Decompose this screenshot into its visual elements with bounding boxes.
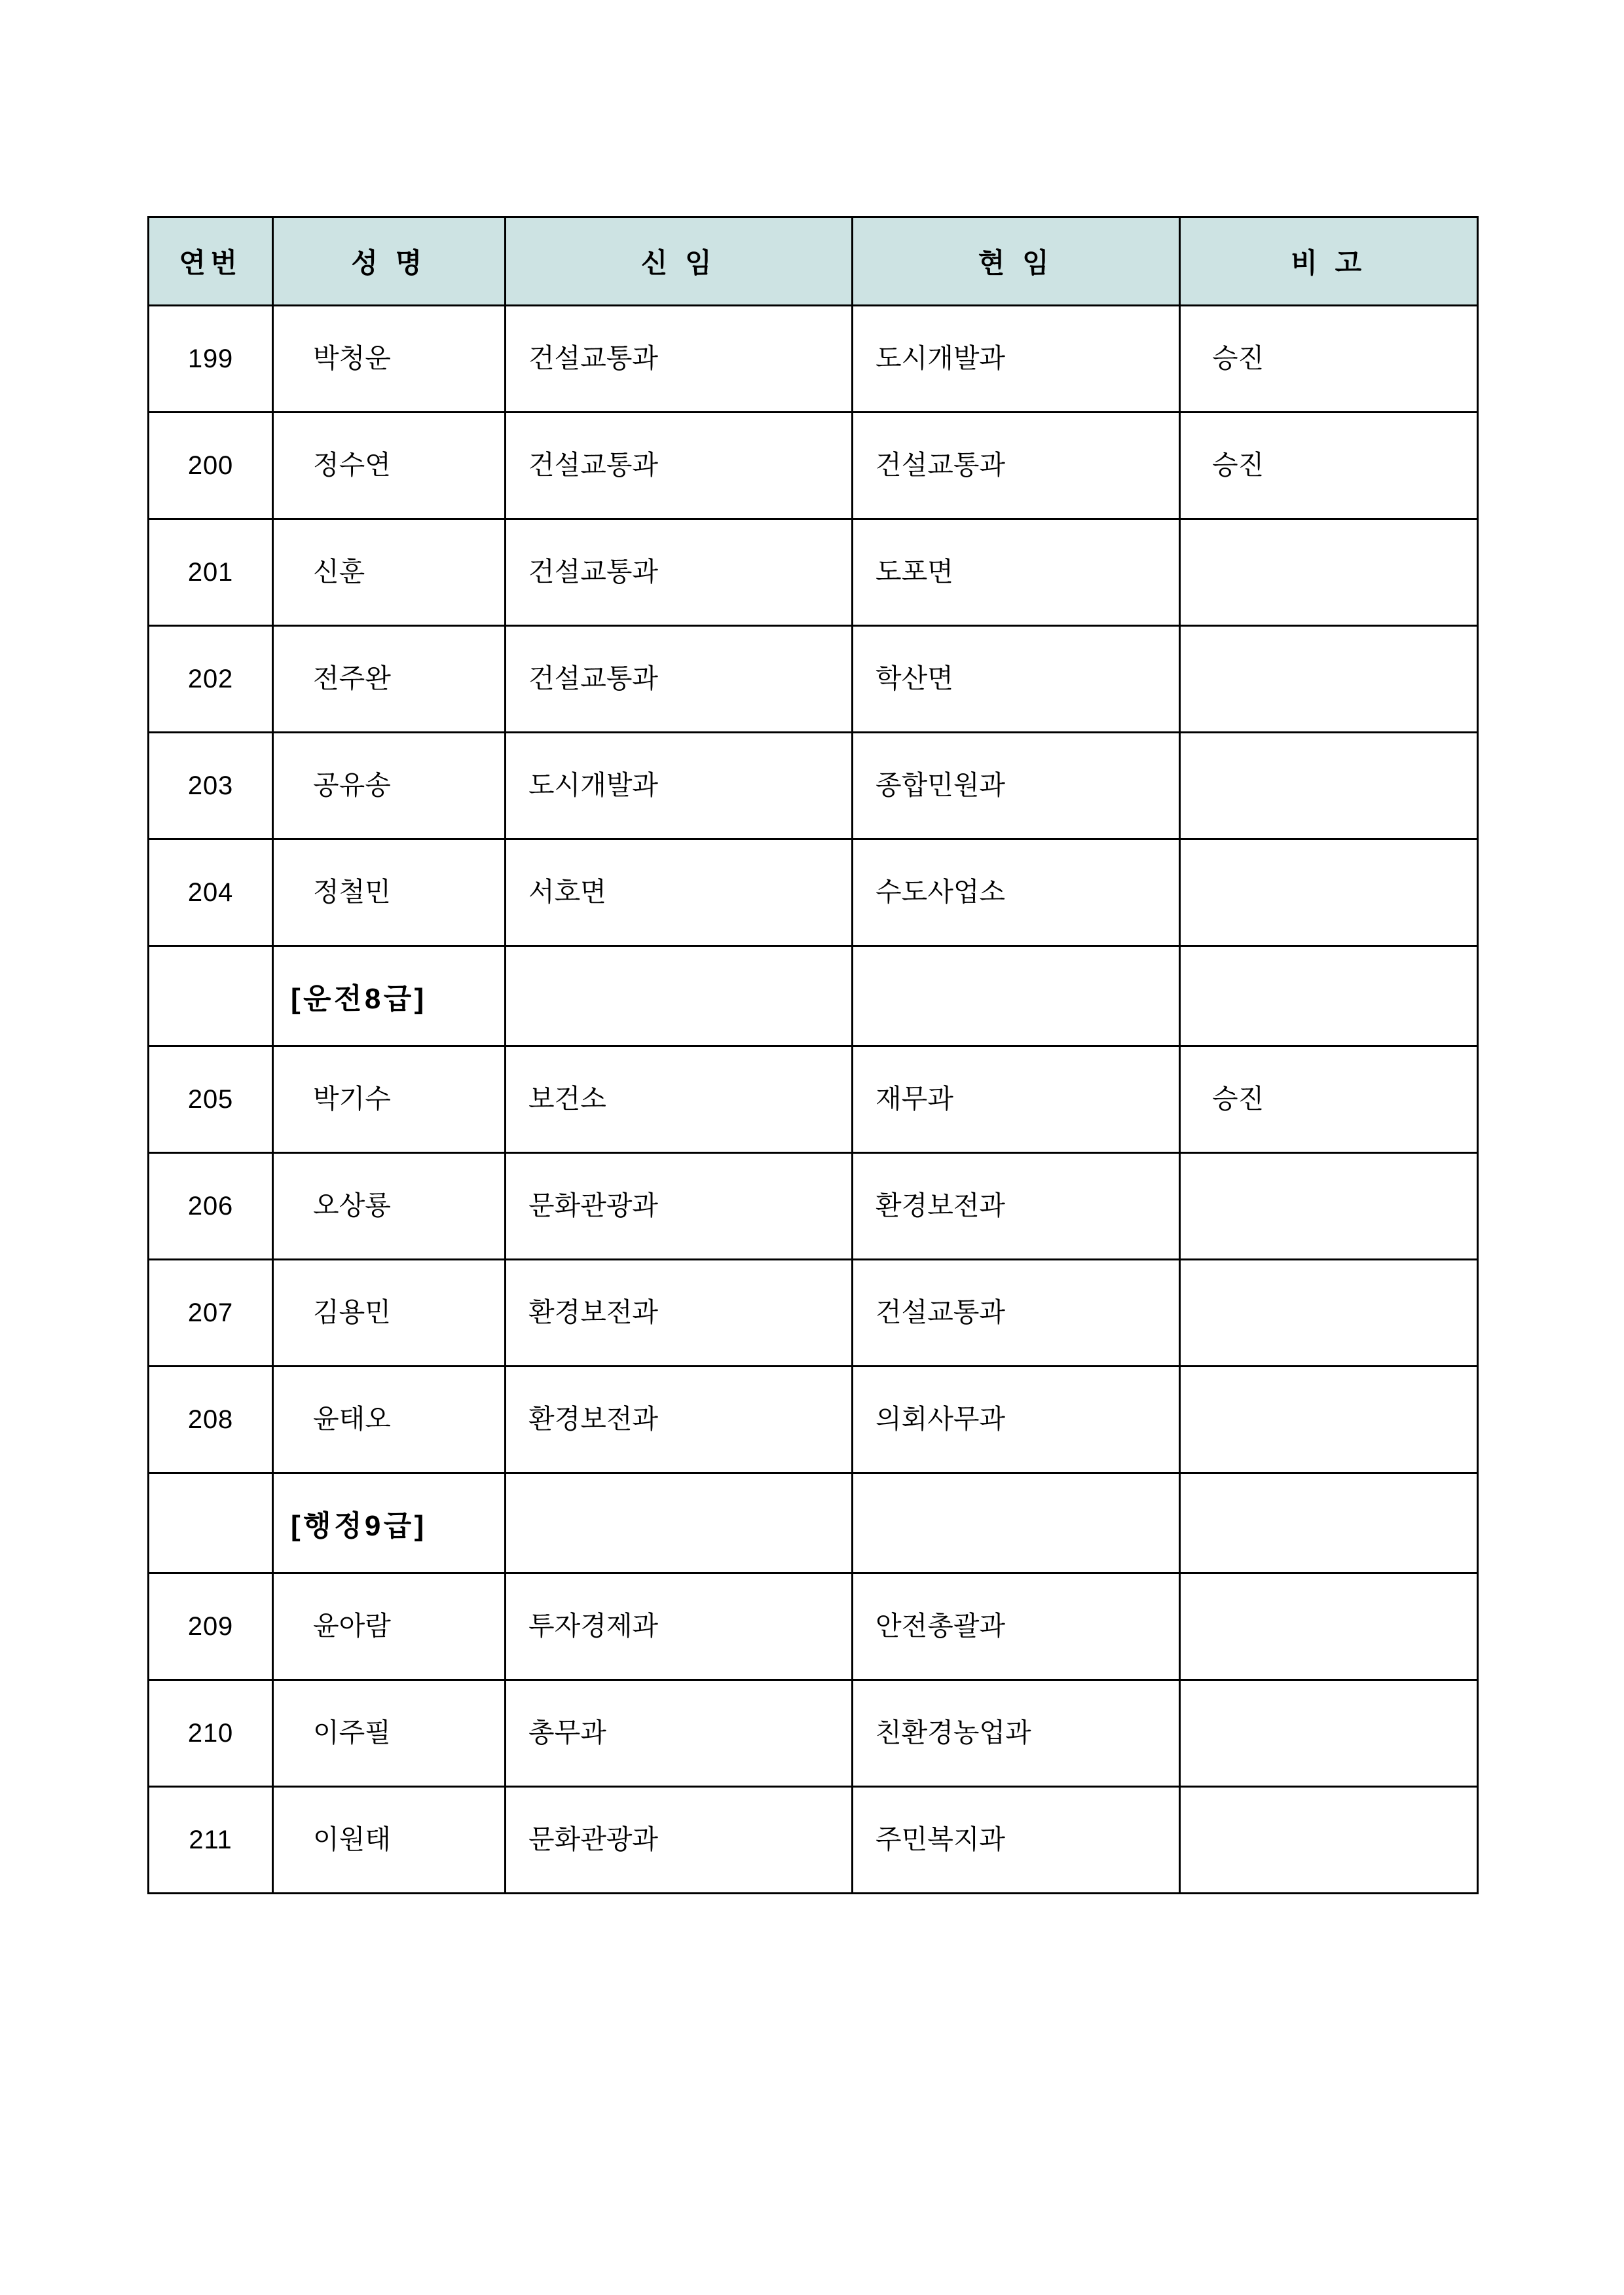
cell-note	[1180, 1787, 1478, 1894]
cell-no: 200	[149, 413, 273, 519]
cell-no: 199	[149, 306, 273, 413]
cell-name	[273, 519, 506, 626]
cell-name	[273, 1787, 506, 1894]
cell-no: 211	[149, 1787, 273, 1894]
cell-name-text: 이원태	[313, 1824, 391, 1855]
cell-no: 203	[149, 733, 273, 839]
cell-name	[273, 1153, 506, 1260]
cell-new-post	[506, 839, 853, 946]
cell-no: 204	[149, 839, 273, 946]
cell-new-post-text: 건설교통과	[528, 450, 659, 481]
cell-current-post-text: 주민복지과	[876, 1824, 1006, 1855]
cell-no: 209	[149, 1573, 273, 1680]
cell-name	[273, 1260, 506, 1367]
cell-note	[1180, 626, 1478, 733]
cell-name-text: 공유송	[313, 770, 391, 801]
cell-new-post	[506, 733, 853, 839]
cell-no	[149, 946, 273, 1046]
cell-name	[273, 733, 506, 839]
cell-note-text: 승진	[1212, 343, 1264, 374]
table-row	[149, 626, 1478, 733]
table-row	[149, 839, 1478, 946]
cell-name-text: 정철민	[313, 877, 391, 908]
table-row	[149, 1367, 1478, 1473]
cell-current-post-text: 건설교통과	[876, 1297, 1006, 1328]
cell-new-post	[506, 519, 853, 626]
cell-no: 202	[149, 626, 273, 733]
group-header-row	[149, 1473, 1478, 1573]
cell-group-label	[273, 1473, 506, 1573]
cell-current-post	[853, 1367, 1180, 1473]
cell-note-text: 승진	[1212, 450, 1264, 481]
cell-new-post-text: 환경보전과	[528, 1404, 659, 1435]
cell-current-post	[853, 1260, 1180, 1367]
cell-current-post-text: 건설교통과	[876, 450, 1006, 481]
group-label-text: [운전8급]	[291, 983, 427, 1015]
personnel-table	[147, 216, 1479, 1894]
cell-name	[273, 306, 506, 413]
cell-current-post	[853, 1153, 1180, 1260]
cell-new-post-text: 문화관광과	[528, 1190, 659, 1221]
cell-name-text: 이주필	[313, 1717, 391, 1748]
cell-new-post	[506, 1046, 853, 1153]
cell-current-post-text: 안전총괄과	[876, 1611, 1006, 1642]
cell-new-post	[506, 1473, 853, 1573]
cell-no	[149, 1473, 273, 1573]
cell-note	[1180, 1046, 1478, 1153]
cell-name	[273, 1680, 506, 1787]
cell-name	[273, 1046, 506, 1153]
table-header	[149, 217, 1478, 306]
cell-new-post-text: 총무과	[528, 1717, 606, 1748]
cell-new-post	[506, 1787, 853, 1894]
cell-name-text: 전주완	[313, 663, 391, 694]
cell-current-post	[853, 733, 1180, 839]
column-header-name: 성 명	[273, 217, 506, 306]
cell-name-text: 윤태오	[313, 1404, 391, 1435]
column-header-new-post: 신 임	[506, 217, 853, 306]
cell-current-post	[853, 626, 1180, 733]
cell-new-post	[506, 1153, 853, 1260]
cell-no: 206	[149, 1153, 273, 1260]
cell-current-post-text: 종합민원과	[876, 770, 1006, 801]
table-row	[149, 1573, 1478, 1680]
cell-note	[1180, 1260, 1478, 1367]
table-row	[149, 733, 1478, 839]
cell-new-post	[506, 1680, 853, 1787]
cell-new-post-text: 건설교통과	[528, 557, 659, 587]
cell-note	[1180, 733, 1478, 839]
table-row	[149, 306, 1478, 413]
cell-current-post	[853, 1680, 1180, 1787]
table-row	[149, 1680, 1478, 1787]
cell-new-post-text: 보건소	[528, 1084, 606, 1114]
column-header-note: 비 고	[1180, 217, 1478, 306]
cell-note	[1180, 839, 1478, 946]
cell-note	[1180, 946, 1478, 1046]
cell-new-post	[506, 946, 853, 1046]
cell-name-text: 박청운	[313, 343, 391, 374]
cell-name	[273, 1367, 506, 1473]
group-header-row	[149, 946, 1478, 1046]
table-row	[149, 1787, 1478, 1894]
cell-new-post-text: 건설교통과	[528, 343, 659, 374]
cell-note	[1180, 1473, 1478, 1573]
cell-name-text: 신훈	[313, 557, 365, 587]
cell-note	[1180, 306, 1478, 413]
cell-no: 207	[149, 1260, 273, 1367]
cell-note	[1180, 1573, 1478, 1680]
cell-new-post	[506, 306, 853, 413]
group-label-text: [행정9급]	[291, 1510, 427, 1542]
table-row	[149, 1046, 1478, 1153]
cell-new-post-text: 도시개발과	[528, 770, 659, 801]
cell-no: 201	[149, 519, 273, 626]
cell-current-post	[853, 413, 1180, 519]
cell-current-post-text: 친환경농업과	[876, 1717, 1031, 1748]
cell-name	[273, 413, 506, 519]
cell-new-post	[506, 1260, 853, 1367]
cell-current-post-text: 수도사업소	[876, 877, 1006, 908]
cell-no: 208	[149, 1367, 273, 1473]
cell-no: 210	[149, 1680, 273, 1787]
cell-current-post-text: 도포면	[876, 557, 953, 587]
cell-name-text: 박기수	[313, 1084, 391, 1114]
cell-current-post	[853, 946, 1180, 1046]
table-header-row	[149, 217, 1478, 306]
cell-note	[1180, 1153, 1478, 1260]
table-row	[149, 1260, 1478, 1367]
cell-current-post-text: 환경보전과	[876, 1190, 1006, 1221]
cell-new-post	[506, 413, 853, 519]
column-header-no: 연번	[149, 217, 273, 306]
cell-name	[273, 839, 506, 946]
cell-name	[273, 1573, 506, 1680]
table-row	[149, 519, 1478, 626]
cell-current-post	[853, 1046, 1180, 1153]
cell-name-text: 오상룡	[313, 1190, 391, 1221]
cell-name-text: 윤아람	[313, 1611, 391, 1642]
cell-note	[1180, 519, 1478, 626]
cell-note-text: 승진	[1212, 1084, 1264, 1114]
cell-new-post-text: 문화관광과	[528, 1824, 659, 1855]
cell-new-post	[506, 1367, 853, 1473]
cell-new-post	[506, 626, 853, 733]
cell-new-post-text: 건설교통과	[528, 663, 659, 694]
column-header-current-post: 현 임	[853, 217, 1180, 306]
cell-new-post-text: 투자경제과	[528, 1611, 659, 1642]
cell-note	[1180, 413, 1478, 519]
cell-new-post	[506, 1573, 853, 1680]
cell-new-post-text: 서호면	[528, 877, 606, 908]
cell-current-post	[853, 839, 1180, 946]
cell-group-label	[273, 946, 506, 1046]
cell-name-text: 김용민	[313, 1297, 391, 1328]
cell-note	[1180, 1367, 1478, 1473]
table-row	[149, 413, 1478, 519]
cell-name-text: 정수연	[313, 450, 391, 481]
cell-current-post	[853, 519, 1180, 626]
cell-current-post	[853, 1573, 1180, 1680]
cell-new-post-text: 환경보전과	[528, 1297, 659, 1328]
cell-current-post	[853, 1473, 1180, 1573]
cell-current-post-text: 도시개발과	[876, 343, 1006, 374]
cell-name	[273, 626, 506, 733]
cell-current-post-text: 학산면	[876, 663, 953, 694]
cell-current-post	[853, 306, 1180, 413]
cell-current-post-text: 의회사무과	[876, 1404, 1006, 1435]
table-row	[149, 1153, 1478, 1260]
table-body	[149, 306, 1478, 1894]
cell-no: 205	[149, 1046, 273, 1153]
cell-current-post	[853, 1787, 1180, 1894]
cell-current-post-text: 재무과	[876, 1084, 953, 1114]
cell-note	[1180, 1680, 1478, 1787]
